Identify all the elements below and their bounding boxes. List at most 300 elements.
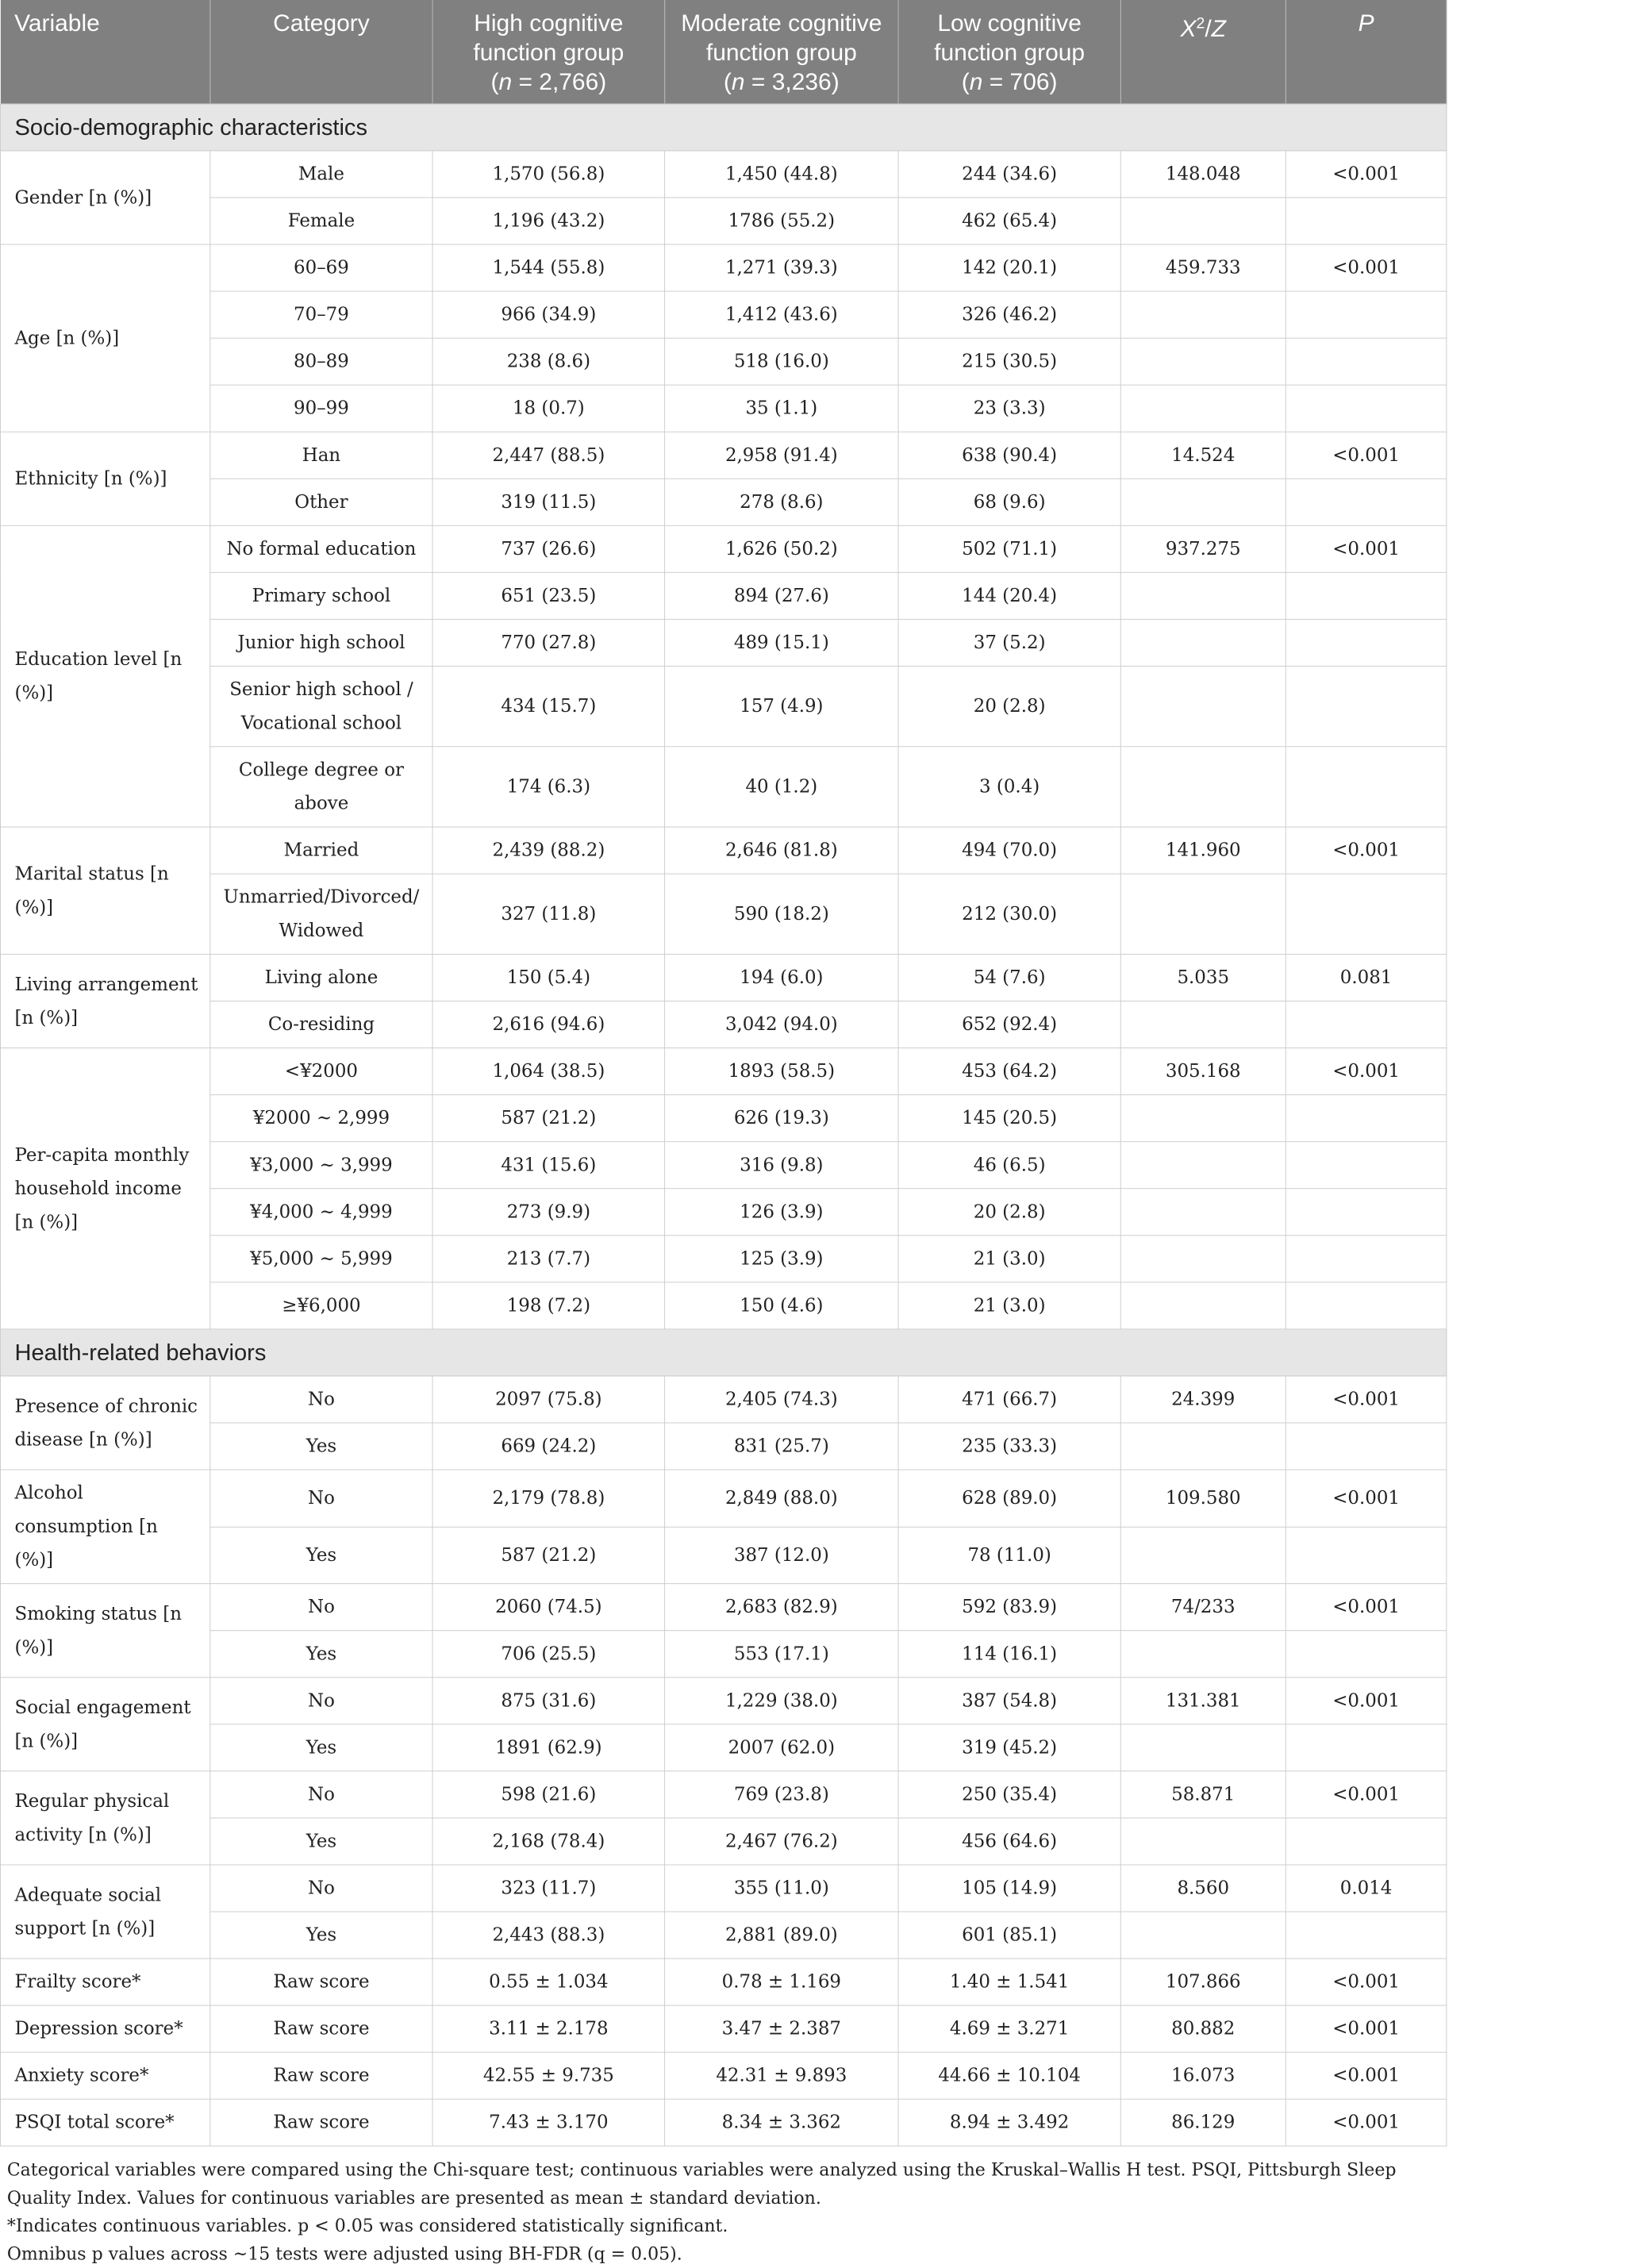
high-group-cell: 598 (21.6) [432,1771,665,1818]
category-cell: Female [210,198,432,244]
table-row [0,385,1446,432]
category-cell: Raw score [210,1959,432,2005]
moderate-group-cell: 769 (23.8) [665,1771,898,1818]
variable-cell: Gender [n (%)] [0,151,209,244]
category-cell: Raw score [210,2099,432,2146]
statistic-cell: 58.871 [1120,1771,1286,1818]
variable-cell: Frailty score* [0,1959,209,2005]
p-value-cell: <0.001 [1286,1376,1447,1423]
statistic-cell [1120,666,1286,746]
low-group-cell: 453 (64.2) [898,1048,1120,1095]
moderate-group-cell: 2,683 (82.9) [665,1584,898,1631]
low-group-cell: 145 (20.5) [898,1095,1120,1142]
category-cell: Married [210,827,432,874]
low-group-cell: 1.40 ± 1.541 [898,1959,1120,2005]
high-group-cell: 587 (21.2) [432,1095,665,1142]
moderate-group-cell: 125 (3.9) [665,1236,898,1282]
low-group-cell: 68 (9.6) [898,479,1120,525]
category-cell: ≥¥6,000 [210,1282,432,1329]
low-group-cell: 3 (0.4) [898,747,1120,827]
moderate-group-cell: 387 (12.0) [665,1527,898,1584]
high-group-cell: 150 (5.4) [432,955,665,1001]
low-group-cell: 652 (92.4) [898,1001,1120,1048]
p-value-cell: <0.001 [1286,1771,1447,1818]
low-group-cell: 21 (3.0) [898,1282,1120,1329]
statistic-cell [1120,1095,1286,1142]
low-group-cell: 114 (16.1) [898,1631,1120,1678]
high-group-cell: 875 (31.6) [432,1678,665,1724]
variable-cell: Regular physical activity [n (%)] [0,1771,209,1865]
p-value-cell: <0.001 [1286,2099,1447,2146]
header-high-title: High cognitive function group [473,10,625,66]
p-value-cell: <0.001 [1286,2005,1447,2052]
high-group-cell: 770 (27.8) [432,619,665,666]
category-cell: 80–89 [210,338,432,385]
moderate-group-cell: 2,849 (88.0) [665,1470,898,1527]
table-row [0,525,1446,572]
variable-cell: PSQI total score* [0,2099,209,2146]
low-group-cell: 638 (90.4) [898,432,1120,479]
p-value-cell: <0.001 [1286,1048,1447,1095]
high-group-cell: 2,443 (88.3) [432,1912,665,1959]
category-cell: No formal education [210,525,432,572]
table-row [0,244,1446,291]
moderate-group-cell: 626 (19.3) [665,1095,898,1142]
table-row [0,1282,1446,1329]
statistic-cell [1120,1818,1286,1865]
low-group-cell: 37 (5.2) [898,619,1120,666]
table-row [0,874,1446,954]
statistic-cell [1120,1189,1286,1236]
table-row [0,291,1446,338]
statistic-cell [1120,1142,1286,1189]
statistic-cell [1120,1423,1286,1470]
p-value-cell [1286,291,1447,338]
moderate-group-cell: 3,042 (94.0) [665,1001,898,1048]
moderate-group-cell: 0.78 ± 1.169 [665,1959,898,2005]
header-high-group: High cognitive function group (n = 2,766) [432,0,665,104]
category-cell: No [210,1584,432,1631]
statistic-cell: 131.381 [1120,1678,1286,1724]
high-group-cell: 198 (7.2) [432,1282,665,1329]
high-group-cell: 434 (15.7) [432,666,665,746]
category-cell: Co-residing [210,1001,432,1048]
category-cell: No [210,1678,432,1724]
statistic-cell: 937.275 [1120,525,1286,572]
table-row [0,432,1446,479]
table-row [0,747,1446,827]
statistic-cell: 86.129 [1120,2099,1286,2146]
table-row [0,1678,1446,1724]
p-value-cell [1286,1527,1447,1584]
p-value-cell [1286,1631,1447,1678]
moderate-group-cell: 1893 (58.5) [665,1048,898,1095]
p-value-cell: <0.001 [1286,151,1447,198]
header-low-group: Low cognitive function group (n = 706) [898,0,1120,104]
header-moderate-group: Moderate cognitive function group (n = 3,236) [665,0,898,104]
table-row [0,1771,1446,1818]
p-value-cell [1286,1912,1447,1959]
header-moderate-n: 3,236 [771,68,832,95]
footnote-continuous: *Indicates continuous variables. p < 0.05 was considered statistically significant. [6,2215,728,2236]
moderate-group-cell: 194 (6.0) [665,955,898,1001]
low-group-cell: 20 (2.8) [898,666,1120,746]
p-value-cell [1286,1724,1447,1771]
p-value-cell [1286,1818,1447,1865]
p-value-cell: <0.001 [1286,1959,1447,2005]
moderate-group-cell: 831 (25.7) [665,1423,898,1470]
table-row [0,1001,1446,1048]
table-body [0,104,1446,2146]
high-group-cell: 2097 (75.8) [432,1376,665,1423]
statistic-cell: 80.882 [1120,2005,1286,2052]
table-row [0,198,1446,244]
moderate-group-cell: 553 (17.1) [665,1631,898,1678]
variable-cell: Marital status [n (%)] [0,827,209,954]
category-cell: 70–79 [210,291,432,338]
moderate-group-cell: 2,881 (89.0) [665,1912,898,1959]
header-row [0,0,1446,104]
statistic-cell [1120,619,1286,666]
header-moderate-title: Moderate cognitive function group [681,10,882,66]
low-group-cell: 471 (66.7) [898,1376,1120,1423]
statistic-cell: 148.048 [1120,151,1286,198]
low-group-cell: 215 (30.5) [898,338,1120,385]
high-group-cell: 42.55 ± 9.735 [432,2052,665,2099]
category-cell: Living alone [210,955,432,1001]
category-cell: ¥4,000 ~ 4,999 [210,1189,432,1236]
p-value-cell [1286,479,1447,525]
statistic-cell [1120,1912,1286,1959]
category-cell: Raw score [210,2005,432,2052]
low-group-cell: 250 (35.4) [898,1771,1120,1818]
low-group-cell: 212 (30.0) [898,874,1120,954]
high-group-cell: 3.11 ± 2.178 [432,2005,665,2052]
table-row [0,1584,1446,1631]
footnote-fdr: Omnibus p values across ~15 tests were adjusted using BH-FDR (q = 0.05). [6,2243,682,2264]
category-cell: ¥3,000 ~ 3,999 [210,1142,432,1189]
p-value-cell [1286,747,1447,827]
table-row [0,1376,1446,1423]
table-row [0,1142,1446,1189]
high-group-cell: 2060 (74.5) [432,1584,665,1631]
high-group-cell: 431 (15.6) [432,1142,665,1189]
category-cell: 60–69 [210,244,432,291]
statistic-cell: 5.035 [1120,955,1286,1001]
table-row [0,151,1446,198]
high-group-cell: 327 (11.8) [432,874,665,954]
high-group-cell: 238 (8.6) [432,338,665,385]
moderate-group-cell: 894 (27.6) [665,572,898,619]
section-title: Socio-demographic characteristics [0,104,1446,151]
high-group-cell: 2,179 (78.8) [432,1470,665,1527]
statistic-cell [1120,198,1286,244]
statistic-cell [1120,572,1286,619]
low-group-cell: 326 (46.2) [898,291,1120,338]
table-row [0,479,1446,525]
high-group-cell: 651 (23.5) [432,572,665,619]
moderate-group-cell: 1,271 (39.3) [665,244,898,291]
statistic-cell: 109.580 [1120,1470,1286,1527]
moderate-group-cell: 157 (4.9) [665,666,898,746]
statistic-cell [1120,1236,1286,1282]
low-group-cell: 628 (89.0) [898,1470,1120,1527]
statistic-cell: 305.168 [1120,1048,1286,1095]
category-cell: Junior high school [210,619,432,666]
low-group-cell: 387 (54.8) [898,1678,1120,1724]
category-cell: No [210,1470,432,1527]
high-group-cell: 213 (7.7) [432,1236,665,1282]
moderate-group-cell: 150 (4.6) [665,1282,898,1329]
category-cell: Primary school [210,572,432,619]
high-group-cell: 1,064 (38.5) [432,1048,665,1095]
category-cell: No [210,1376,432,1423]
section-row [0,1329,1446,1376]
p-value-cell [1286,385,1447,432]
high-group-cell: 7.43 ± 3.170 [432,2099,665,2146]
low-group-cell: 105 (14.9) [898,1865,1120,1912]
category-cell: Han [210,432,432,479]
variable-cell: Adequate social support [n (%)] [0,1865,209,1959]
p-value-cell: <0.001 [1286,244,1447,291]
variable-cell: Presence of chronic disease [n (%)] [0,1376,209,1470]
moderate-group-cell: 2,958 (91.4) [665,432,898,479]
low-group-cell: 44.66 ± 10.104 [898,2052,1120,2099]
p-value-cell: 0.081 [1286,955,1447,1001]
low-group-cell: 46 (6.5) [898,1142,1120,1189]
high-group-cell: 2,616 (94.6) [432,1001,665,1048]
p-value-cell [1286,338,1447,385]
variable-cell: Anxiety score* [0,2052,209,2099]
low-group-cell: 494 (70.0) [898,827,1120,874]
category-cell: <¥2000 [210,1048,432,1095]
p-value-cell [1286,1001,1447,1048]
category-cell: Senior high school / Vocational school [210,666,432,746]
category-cell: No [210,1771,432,1818]
header-category: Category [210,0,432,104]
category-cell: Yes [210,1423,432,1470]
statistic-cell: 8.560 [1120,1865,1286,1912]
high-group-cell: 737 (26.6) [432,525,665,572]
header-variable: Variable [0,0,209,104]
variable-cell: Age [n (%)] [0,244,209,432]
moderate-group-cell: 1,450 (44.8) [665,151,898,198]
statistic-cell: 107.866 [1120,1959,1286,2005]
high-group-cell: 2,168 (78.4) [432,1818,665,1865]
variable-cell: Depression score* [0,2005,209,2052]
low-group-cell: 502 (71.1) [898,525,1120,572]
category-cell: Other [210,479,432,525]
low-group-cell: 144 (20.4) [898,572,1120,619]
statistic-cell [1120,1001,1286,1048]
variable-cell: Living arrangement [n (%)] [0,955,209,1048]
category-cell: Yes [210,1631,432,1678]
table-row [0,1631,1446,1678]
category-cell: 90–99 [210,385,432,432]
moderate-group-cell: 316 (9.8) [665,1142,898,1189]
table-row [0,666,1446,746]
low-group-cell: 462 (65.4) [898,198,1120,244]
category-cell: Yes [210,1724,432,1771]
moderate-group-cell: 3.47 ± 2.387 [665,2005,898,2052]
moderate-group-cell: 1786 (55.2) [665,198,898,244]
statistic-cell [1120,1282,1286,1329]
table-row [0,1095,1446,1142]
moderate-group-cell: 8.34 ± 3.362 [665,2099,898,2146]
statistic-cell: 141.960 [1120,827,1286,874]
low-group-cell: 54 (7.6) [898,955,1120,1001]
p-value-cell: <0.001 [1286,1584,1447,1631]
high-group-cell: 174 (6.3) [432,747,665,827]
p-value-cell [1286,619,1447,666]
p-value-cell [1286,666,1447,746]
statistic-cell [1120,747,1286,827]
table-row [0,2099,1446,2146]
category-cell: ¥5,000 ~ 5,999 [210,1236,432,1282]
p-value-cell: <0.001 [1286,827,1447,874]
moderate-group-cell: 2007 (62.0) [665,1724,898,1771]
high-group-cell: 1,570 (56.8) [432,151,665,198]
high-group-cell: 0.55 ± 1.034 [432,1959,665,2005]
statistic-cell: 459.733 [1120,244,1286,291]
table-row [0,1423,1446,1470]
low-group-cell: 235 (33.3) [898,1423,1120,1470]
category-cell: Unmarried/Divorced/ Widowed [210,874,432,954]
low-group-cell: 244 (34.6) [898,151,1120,198]
p-value-cell: <0.001 [1286,2052,1447,2099]
moderate-group-cell: 2,646 (81.8) [665,827,898,874]
variable-cell: Ethnicity [n (%)] [0,432,209,525]
variable-cell: Education level [n (%)] [0,525,209,827]
low-group-cell: 8.94 ± 3.492 [898,2099,1120,2146]
p-value-cell: 0.014 [1286,1865,1447,1912]
p-value-cell [1286,198,1447,244]
variable-cell: Per-capita monthly household income [n (%)] [0,1048,209,1329]
low-group-cell: 319 (45.2) [898,1724,1120,1771]
low-group-cell: 78 (11.0) [898,1527,1120,1584]
moderate-group-cell: 590 (18.2) [665,874,898,954]
high-group-cell: 1,544 (55.8) [432,244,665,291]
statistic-cell [1120,874,1286,954]
category-cell: Yes [210,1912,432,1959]
table-row [0,1865,1446,1912]
header-low-n: 706 [1009,68,1050,95]
statistic-cell [1120,338,1286,385]
header-p-value: P [1286,0,1447,104]
statistic-cell [1120,291,1286,338]
table-footnotes [0,2147,1446,2268]
table-row [0,1470,1446,1527]
low-group-cell: 4.69 ± 3.271 [898,2005,1120,2052]
moderate-group-cell: 489 (15.1) [665,619,898,666]
p-value-cell [1286,1236,1447,1282]
table-row [0,2005,1446,2052]
moderate-group-cell: 35 (1.1) [665,385,898,432]
low-group-cell: 601 (85.1) [898,1912,1120,1959]
moderate-group-cell: 1,412 (43.6) [665,291,898,338]
table-row [0,2052,1446,2099]
table-row [0,619,1446,666]
statistic-cell [1120,479,1286,525]
statistic-cell: 74/233 [1120,1584,1286,1631]
moderate-group-cell: 278 (8.6) [665,479,898,525]
moderate-group-cell: 126 (3.9) [665,1189,898,1236]
p-value-cell [1286,1282,1447,1329]
category-cell: College degree or above [210,747,432,827]
high-group-cell: 18 (0.7) [432,385,665,432]
low-group-cell: 592 (83.9) [898,1584,1120,1631]
statistic-cell: 16.073 [1120,2052,1286,2099]
low-group-cell: 142 (20.1) [898,244,1120,291]
table-row [0,1189,1446,1236]
header-high-n: 2,766 [539,68,599,95]
section-row [0,104,1446,151]
table-row [0,827,1446,874]
high-group-cell: 966 (34.9) [432,291,665,338]
statistic-cell [1120,1527,1286,1584]
p-value-cell [1286,1142,1447,1189]
high-group-cell: 323 (11.7) [432,1865,665,1912]
p-value-cell [1286,874,1447,954]
table-row [0,338,1446,385]
moderate-group-cell: 2,405 (74.3) [665,1376,898,1423]
moderate-group-cell: 518 (16.0) [665,338,898,385]
p-value-cell [1286,1189,1447,1236]
category-cell: Yes [210,1818,432,1865]
moderate-group-cell: 2,467 (76.2) [665,1818,898,1865]
p-value-cell [1286,1423,1447,1470]
p-value-cell: <0.001 [1286,1678,1447,1724]
table-row [0,1959,1446,2005]
high-group-cell: 2,447 (88.5) [432,432,665,479]
category-cell: Male [210,151,432,198]
high-group-cell: 319 (11.5) [432,479,665,525]
high-group-cell: 669 (24.2) [432,1423,665,1470]
variable-cell: Alcohol consumption [n (%)] [0,1470,209,1584]
moderate-group-cell: 40 (1.2) [665,747,898,827]
high-group-cell: 1891 (62.9) [432,1724,665,1771]
low-group-cell: 20 (2.8) [898,1189,1120,1236]
table-row [0,1527,1446,1584]
table-row [0,955,1446,1001]
category-cell: Yes [210,1527,432,1584]
variable-cell: Smoking status [n (%)] [0,1584,209,1678]
high-group-cell: 587 (21.2) [432,1527,665,1584]
statistic-cell [1120,1724,1286,1771]
table-row [0,1724,1446,1771]
low-group-cell: 23 (3.3) [898,385,1120,432]
p-value-cell [1286,572,1447,619]
table-row [0,1048,1446,1095]
moderate-group-cell: 1,626 (50.2) [665,525,898,572]
table-row [0,1818,1446,1865]
high-group-cell: 2,439 (88.2) [432,827,665,874]
low-group-cell: 21 (3.0) [898,1236,1120,1282]
statistic-cell: 24.399 [1120,1376,1286,1423]
table-row [0,572,1446,619]
section-title: Health-related behaviors [0,1329,1446,1376]
category-cell: Raw score [210,2052,432,2099]
moderate-group-cell: 355 (11.0) [665,1865,898,1912]
header-low-title: Low cognitive function group [934,10,1086,66]
p-value-cell: <0.001 [1286,432,1447,479]
moderate-group-cell: 1,229 (38.0) [665,1678,898,1724]
table-row [0,1236,1446,1282]
moderate-group-cell: 42.31 ± 9.893 [665,2052,898,2099]
category-cell: No [210,1865,432,1912]
category-cell: ¥2000 ~ 2,999 [210,1095,432,1142]
high-group-cell: 273 (9.9) [432,1189,665,1236]
